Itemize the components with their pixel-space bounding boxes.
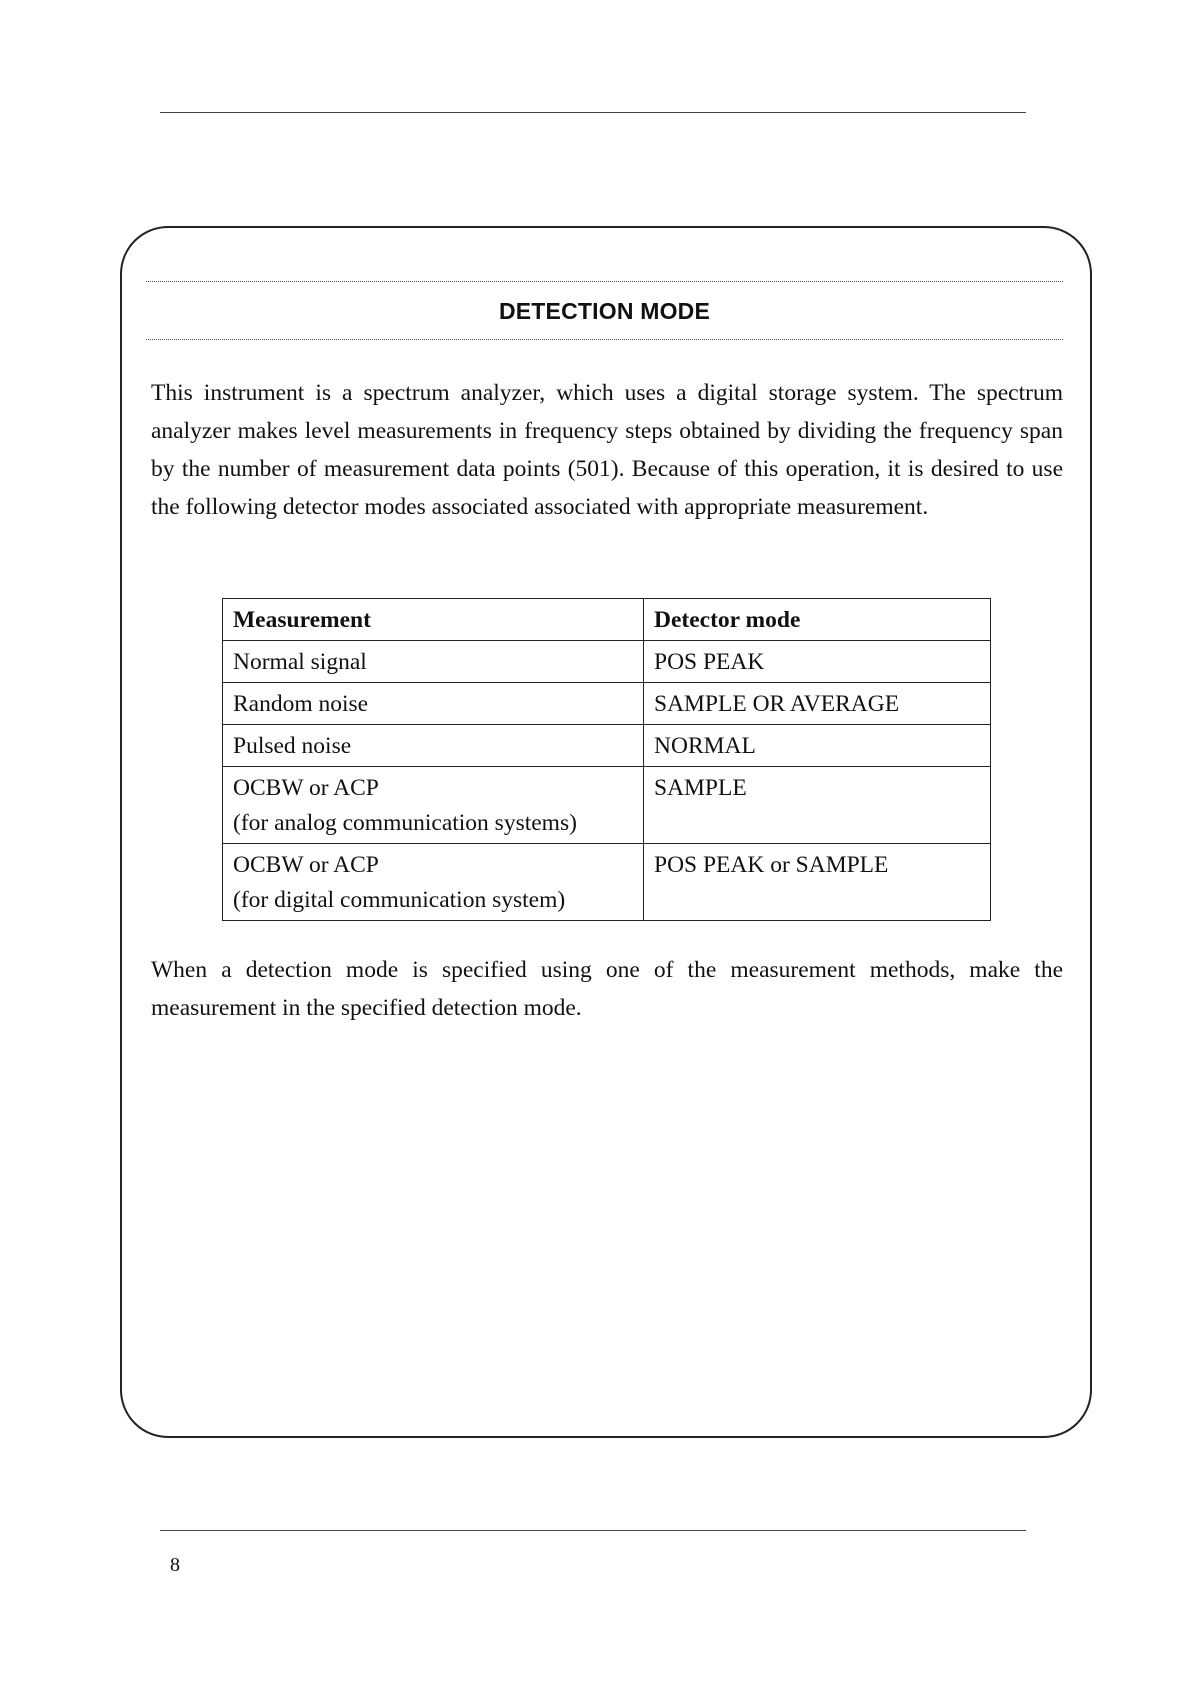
detector-mode-cell: SAMPLE OR AVERAGE (644, 683, 991, 725)
heading-bottom-dotted-rule (146, 339, 1063, 340)
measurement-note: (for analog communication systems) (233, 810, 577, 836)
measurement-text: Normal signal (233, 649, 367, 675)
page-number: 8 (170, 1554, 180, 1576)
intro-paragraph: This instrument is a spectrum analyzer, which uses a digital storage system. The spectrum analyzer makes level measurements in frequency steps obtained by dividing the frequency span by the number of measurement data points (501). Because of this operation, it is desired to use the following detector modes associated associated with appropriate measurement. (151, 380, 1063, 520)
detector-mode-cell: POS PEAK (644, 641, 991, 683)
header-measurement: Measurement (223, 599, 644, 641)
measurement-text: OCBW or ACP (233, 852, 379, 878)
footer-rule (160, 1530, 1026, 1531)
closing-paragraph: When a detection mode is specified using one of the measurement methods, make the measurement in the specified detection mode. (151, 957, 1063, 1021)
table-header-row (223, 599, 991, 641)
measurement-cell (223, 844, 644, 921)
table-row (223, 683, 991, 725)
measurement-text: Pulsed noise (233, 733, 352, 759)
measurement-cell (223, 725, 644, 767)
header-rule (160, 112, 1026, 113)
measurement-cell (223, 641, 644, 683)
heading-top-dotted-rule (146, 281, 1063, 282)
detector-mode-cell: NORMAL (644, 725, 991, 767)
measurement-cell (223, 767, 644, 844)
detector-mode-cell: POS PEAK or SAMPLE (644, 844, 991, 921)
measurement-text: Random noise (233, 691, 369, 717)
header-detector-mode: Detector mode (644, 599, 991, 641)
measurement-cell (223, 683, 644, 725)
table-row (223, 641, 991, 683)
table-row (223, 767, 991, 844)
measurement-text: OCBW or ACP (233, 775, 379, 801)
table-row (223, 725, 991, 767)
table-row (223, 844, 991, 921)
section-heading: DETECTION MODE (498, 298, 711, 324)
measurement-note: (for digital communication system) (233, 887, 566, 913)
detector-mode-table (222, 598, 991, 921)
detector-mode-cell: SAMPLE (644, 767, 991, 844)
